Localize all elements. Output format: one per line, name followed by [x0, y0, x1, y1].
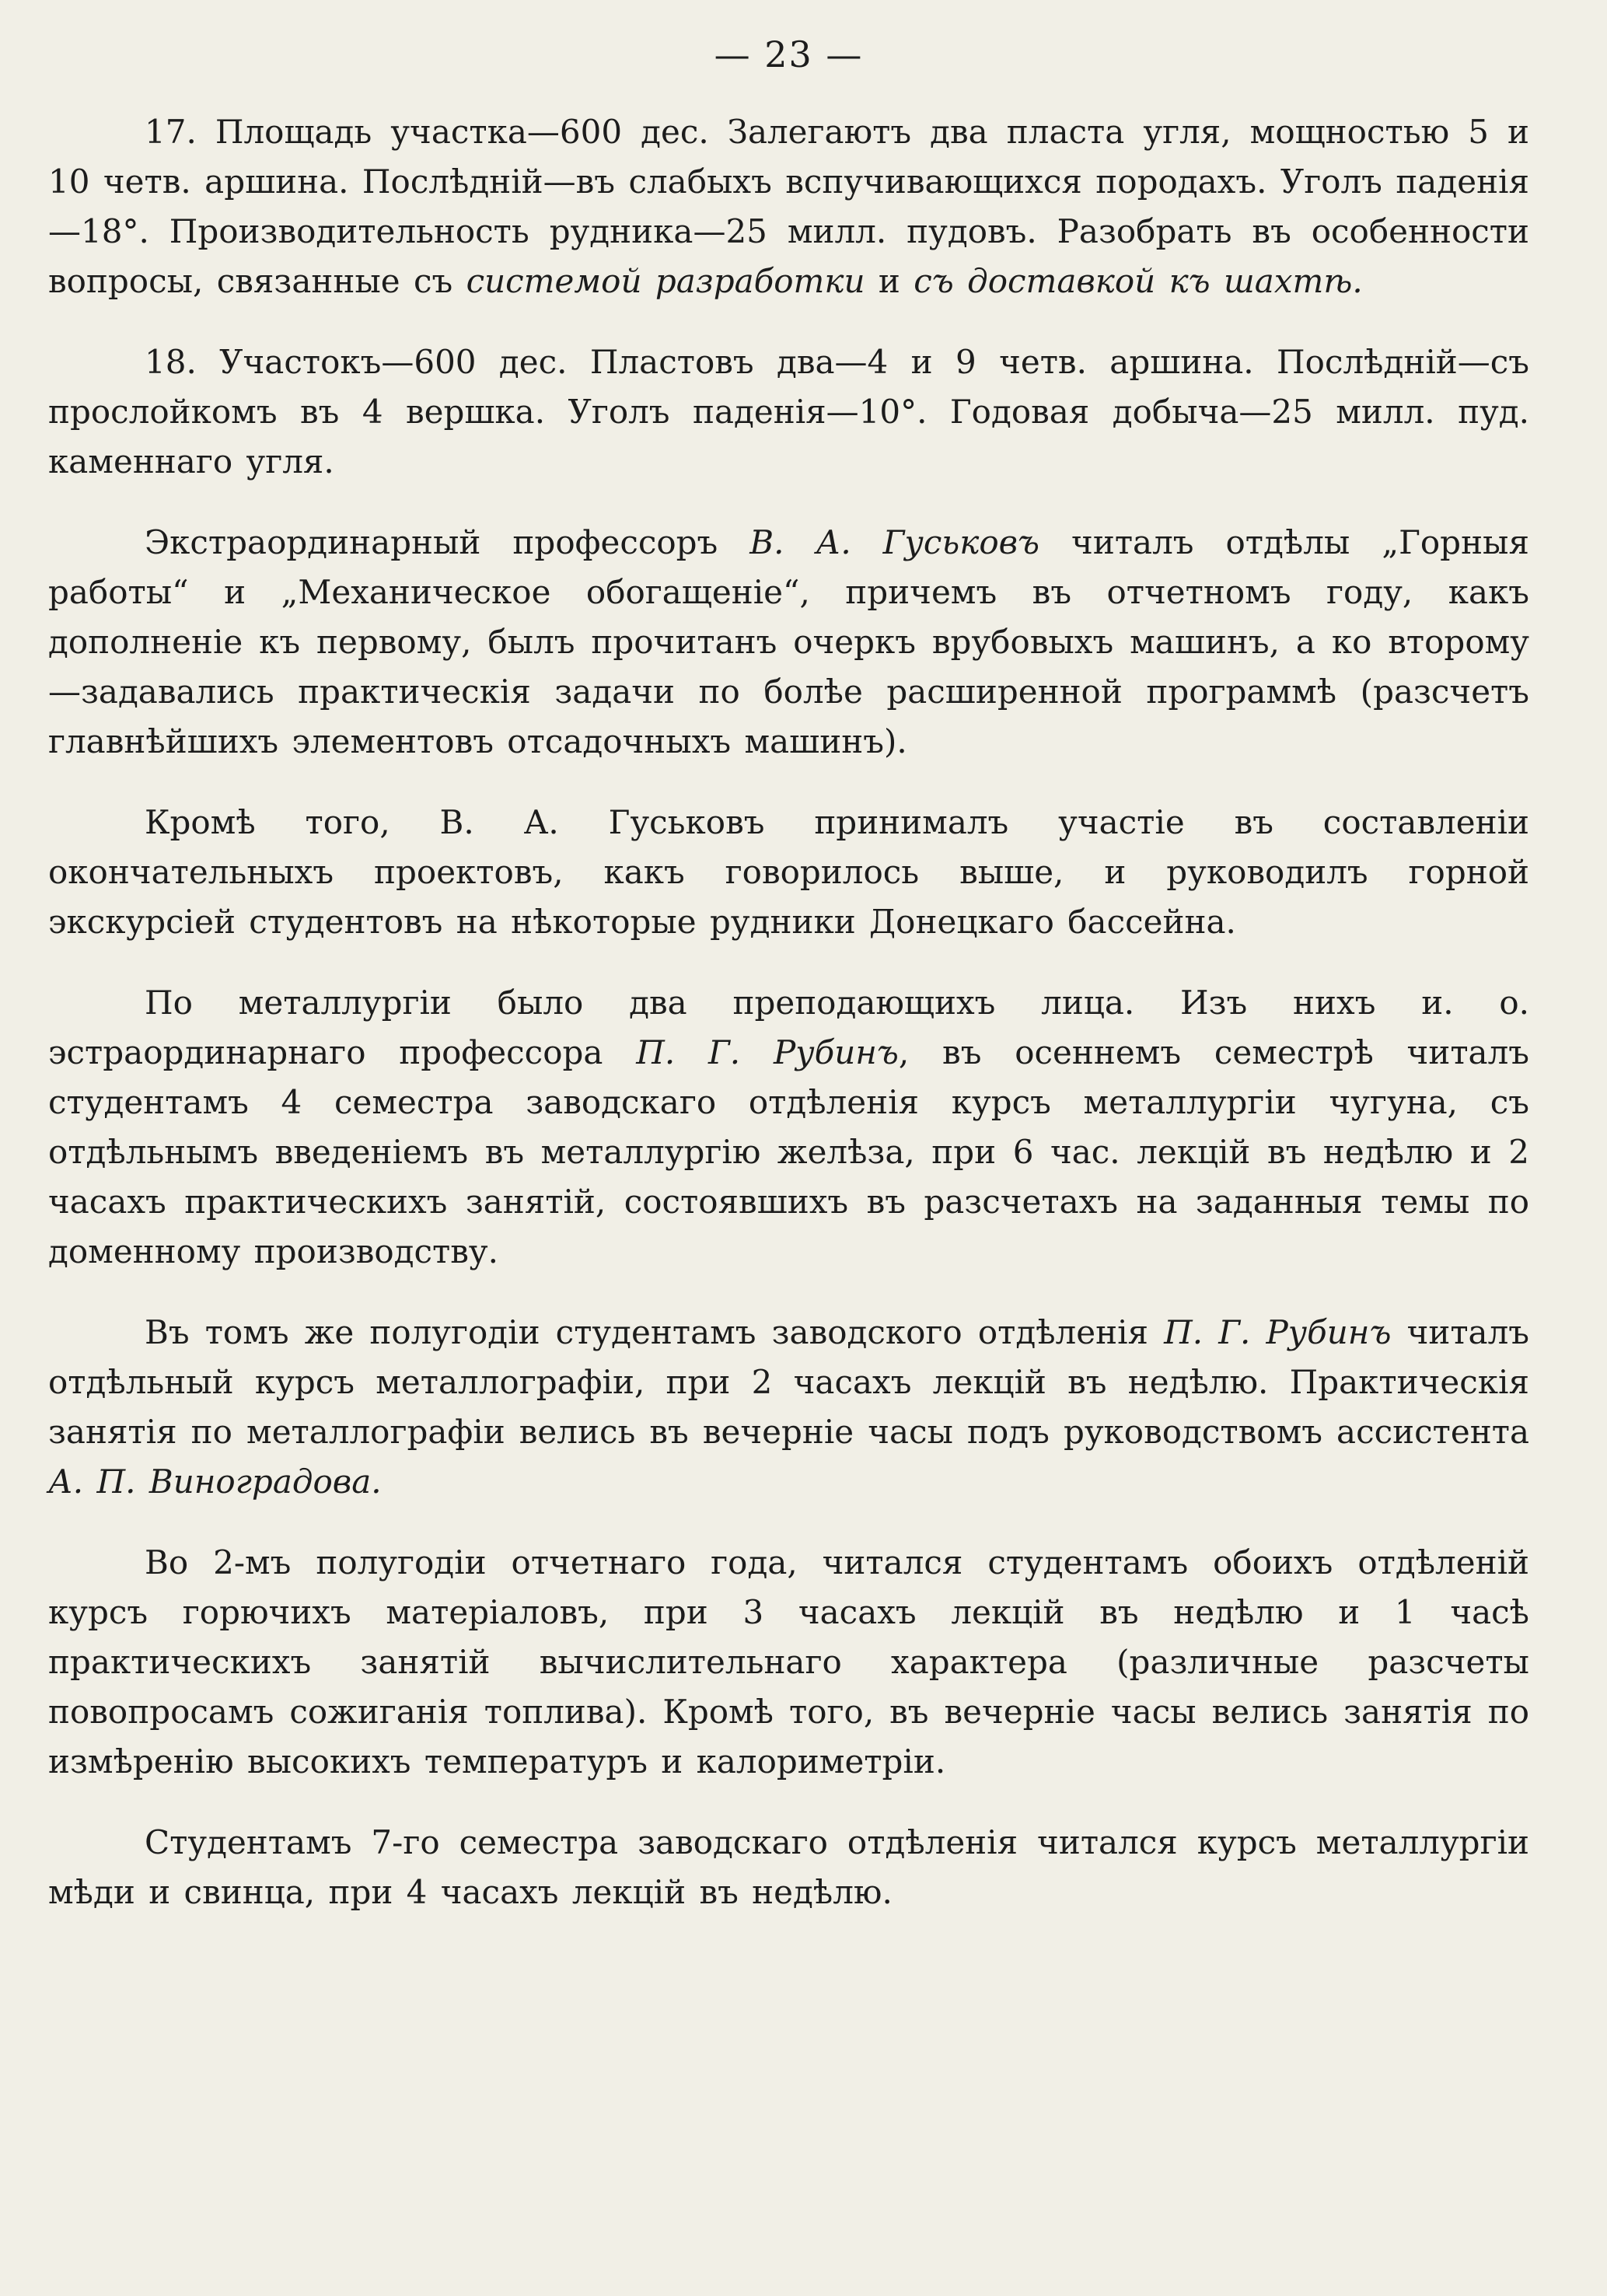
text-run: и — [865, 262, 914, 300]
page-number: — 23 — — [714, 33, 864, 75]
text-run: Кромѣ того, В. А. Гуськовъ принималъ участiе въ составленiи окончательныхъ проектовъ, какъ говорилось выше, и руководилъ горной экскурсiей студентовъ на нѣкоторые рудники Донецкаго бассейна. — [48, 803, 1529, 941]
italic-text: П. Г. Рубинъ — [1164, 1313, 1392, 1351]
paragraph — [48, 978, 1529, 1277]
text-run: , въ осеннемъ семестрѣ читалъ студентамъ 4 семестра заводскаго отдѣленiя курсъ металлургiи чугуна, съ отдѣльнымъ введенiемъ въ металлургiю желѣза, при 6 час. лекцiй въ недѣлю и 2 часахъ практическихъ занятiй, состоявшихъ въ разсчетахъ на заданныя темы по доменному производству. — [48, 1033, 1529, 1270]
text-run: Экстраординарный профессоръ — [145, 523, 750, 561]
italic-text: А. П. Виноградова. — [48, 1463, 382, 1501]
text-run: 17. Площадь участка—600 дес. Залегаютъ два пласта угля, мощностью 5 и 10 четв. аршина. Послѣднiй—въ слабыхъ вспучивающихся породахъ. Уголъ паденiя—18°. Производительность рудника—25 милл. пудовъ. Разобрать въ особенности вопросы, связанные съ — [48, 113, 1529, 300]
text-run: Во 2-мъ полугодiи отчетнаго года, читался студентамъ обоихъ отдѣленiй курсъ горючихъ матерiаловъ, при 3 часахъ лекцiй въ недѣлю и 1 часѣ практическихъ занятiй вычислительнаго характера (различные разсчеты повопросамъ сожиганiя топлива). Кромѣ того, въ вечернiе часы велись занятiя по измѣренiю высокихъ температуръ и калориметрiи. — [48, 1543, 1529, 1781]
paragraph — [48, 337, 1529, 487]
paragraph — [48, 107, 1529, 306]
text-run: читалъ отдѣльный курсъ металлографiи, при 2 часахъ лекцiй въ недѣлю. Практическiя занятiя по металлографiи велись въ вечернiе часы подъ руководствомъ ассистента — [48, 1313, 1530, 1451]
paragraph — [48, 798, 1529, 947]
paragraph — [48, 1818, 1529, 1917]
italic-text: съ доставкой къ шахтѣ. — [914, 262, 1363, 300]
body-text — [48, 107, 1529, 1917]
italic-text: П. Г. Рубинъ — [636, 1033, 899, 1071]
text-run: Въ томъ же полугодiи студентамъ заводского отдѣленiя — [145, 1313, 1165, 1351]
paragraph — [48, 1308, 1529, 1507]
italic-text: системой разработки — [466, 262, 865, 300]
paragraph — [48, 518, 1529, 767]
text-run: 18. Участокъ—600 дес. Пластовъ два—4 и 9 четв. аршина. Послѣднiй—съ прослойкомъ въ 4 вершка. Уголъ паденiя—10°. Годовая добыча—25 милл. пуд. каменнаго угля. — [48, 343, 1529, 481]
text-run: По металлургiи было два преподающихъ лица. Изъ нихъ и. о. эстраординарнаго профессора — [48, 984, 1529, 1071]
paragraph — [48, 1538, 1529, 1787]
text-run: Студентамъ 7-го семестра заводскаго отдѣленiя читался курсъ металлургiи мѣди и свинца, при 4 часахъ лекцiй въ недѣлю. — [48, 1823, 1529, 1911]
text-run: читалъ отдѣлы „Горныя работы“ и „Механическое обогащенiе“, причемъ въ отчетномъ году, какъ дополненiе къ первому, былъ прочитанъ очеркъ врубовыхъ машинъ, а ко второму—задавались практическiя задачи по болѣе расширенной программѣ (разсчетъ главнѣйшихъ элементовъ отсадочныхъ машинъ). — [48, 523, 1529, 760]
italic-text: В. А. Гуськовъ — [749, 523, 1040, 561]
